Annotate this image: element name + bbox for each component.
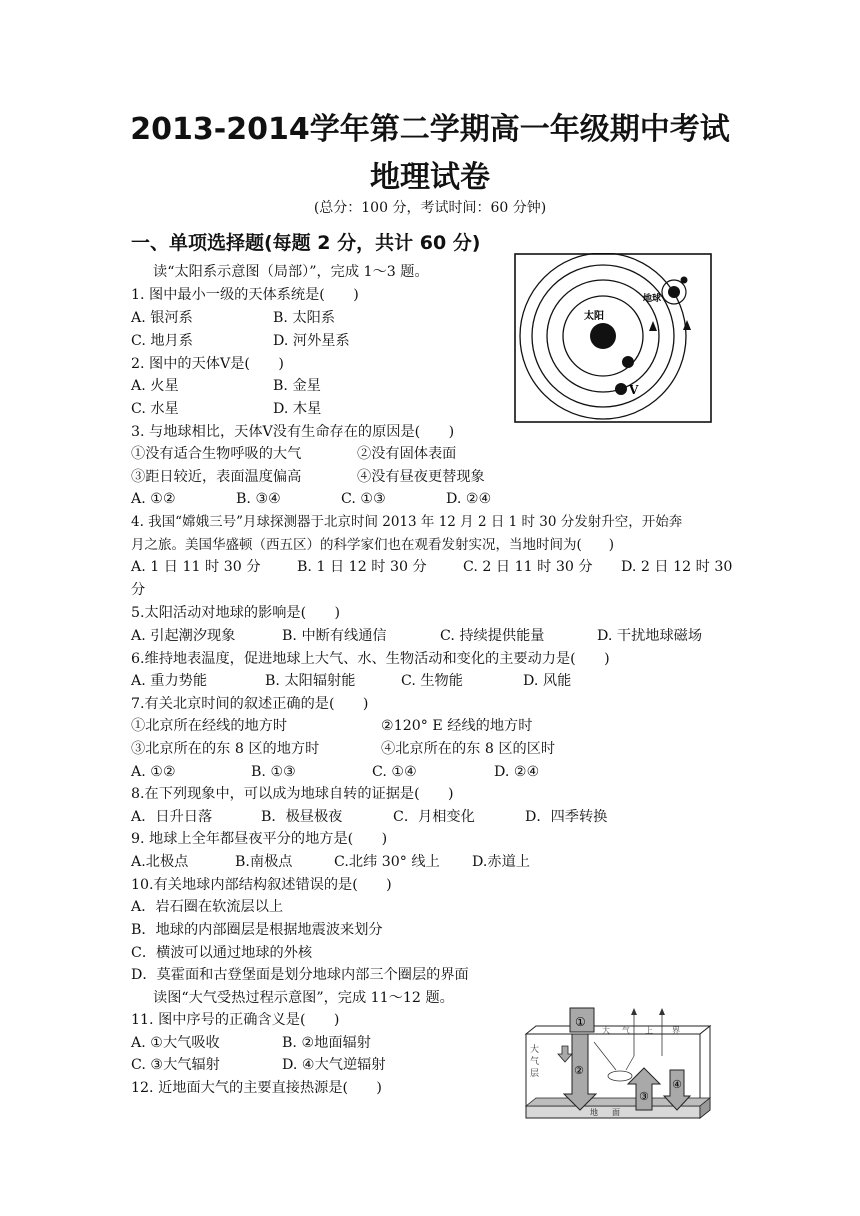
option: A. 1 日 11 时 30 分	[131, 559, 261, 575]
option: B. ②地面辐射	[282, 1035, 371, 1051]
option: A．日升日落	[131, 809, 213, 825]
intro-line: 读图“大气受热过程示意图”，完成 11～12 题。	[153, 990, 454, 1006]
layer-char: 层	[530, 1069, 540, 1079]
option-cont: 分	[131, 582, 146, 598]
label-1: ①	[575, 1015, 586, 1029]
option: ④没有昼夜更替现象	[357, 469, 485, 485]
option: C. ③大气辐射	[131, 1057, 220, 1073]
label-4: ④	[672, 1078, 682, 1091]
exam-title: 2013-2014学年第二学期高一年级期中考试	[130, 112, 730, 147]
option: C. ①④	[372, 764, 417, 780]
option: B. 太阳辐射能	[265, 673, 356, 689]
option: D. 干扰地球磁场	[597, 628, 703, 644]
option: A. 银河系	[131, 310, 193, 326]
atmosphere-heating-figure	[522, 1006, 714, 1128]
intro-line: 读“太阳系示意图（局部）”，完成 1～3 题。	[153, 264, 429, 280]
outgoing-radiation-arrowhead	[659, 1008, 665, 1015]
option: C. 2 日 11 时 30 分	[463, 559, 593, 575]
option: ③距日较近，表面温度偏高	[131, 469, 302, 485]
option: A. 火星	[131, 378, 179, 394]
option: D. 风能	[523, 673, 572, 689]
exam-info: (总分：100 分，考试时间：60 分钟)	[313, 200, 547, 216]
option: D．四季转换	[525, 809, 608, 825]
option: D. ②④	[494, 764, 540, 780]
option: C. 持续提供能量	[440, 628, 545, 644]
option: B. 中断有线通信	[282, 628, 387, 644]
sun	[590, 323, 616, 349]
option: C．月相变化	[393, 809, 475, 825]
subject-title: 地理试卷	[370, 160, 490, 195]
planet-near-sun	[622, 356, 634, 368]
option: A. ①②	[131, 491, 176, 507]
option: B. 1 日 12 时 30 分	[297, 559, 427, 575]
option: C．横波可以通过地球的外核	[131, 945, 313, 961]
label-2: ②	[574, 1064, 584, 1077]
option: ②没有固体表面	[357, 446, 457, 462]
ground-char: 地	[590, 1108, 598, 1117]
sun-label: 太阳	[584, 311, 604, 322]
question-10: 10.有关地球内部结构叙述错误的是( )	[131, 877, 392, 893]
option: A．岩石圈在软流层以上	[131, 899, 284, 915]
question-2: 2. 图中的天体Ⅴ是( )	[131, 356, 284, 372]
space-char: 界	[672, 1026, 680, 1035]
option: D. 木星	[273, 401, 322, 417]
outgoing-radiation-arrowhead	[631, 1008, 637, 1015]
layer-char: 气	[530, 1057, 540, 1067]
question-9: 9. 地球上全年都昼夜平分的地方是( )	[131, 831, 388, 847]
question-11: 11. 图中序号的正确含义是( )	[131, 1012, 340, 1028]
option: ③北京所在的东 8 区的地方时	[131, 741, 320, 757]
space-char: 上	[645, 1026, 653, 1035]
option: D. ②④	[446, 491, 492, 507]
option: A. ①大气吸收	[131, 1035, 220, 1051]
option: B.南极点	[235, 854, 293, 870]
question-12: 12. 近地面大气的主要直接热源是( )	[131, 1080, 382, 1096]
option: C.北纬 30° 线上	[334, 854, 440, 870]
question-4-cont: 月之旅。美国华盛顿（西五区）的科学家们也在观看发射实况，当地时间为( )	[131, 537, 615, 553]
earth	[668, 286, 680, 298]
option: A. 引起潮汐现象	[131, 628, 236, 644]
option: A. 重力势能	[131, 673, 208, 689]
section-heading: 一、单项选择题(每题 2 分，共计 60 分)	[131, 232, 481, 254]
option: ②120° E 经线的地方时	[381, 718, 533, 734]
option: A. ①②	[131, 764, 176, 780]
option: C. 水星	[131, 401, 179, 417]
option: ①北京所在经线的地方时	[131, 718, 288, 734]
option: C. 生物能	[401, 673, 463, 689]
earth-label: 地球	[643, 294, 662, 304]
layer-char: 大	[530, 1045, 540, 1055]
question-6: 6.维持地表温度，促进地球上大气、水、生物活动和变化的主要动力是( )	[131, 651, 610, 667]
moon	[681, 277, 688, 284]
question-5: 5.太阳活动对地球的影响是( )	[131, 605, 341, 621]
question-8: 8.在下列现象中，可以成为地球自转的证据是( )	[131, 786, 454, 802]
option: A.北极点	[131, 854, 189, 870]
question-7: 7.有关北京时间的叙述正确的是( )	[131, 696, 369, 712]
option: D. 2 日 12 时 30	[621, 559, 733, 575]
option: C. 地月系	[131, 333, 193, 349]
label-3: ③	[639, 1090, 649, 1103]
option: B. ③④	[236, 491, 281, 507]
option: ①没有适合生物呼吸的大气	[131, 446, 302, 462]
space-char: 大	[602, 1026, 610, 1035]
option: C. ①③	[341, 491, 386, 507]
planet-v	[615, 383, 627, 395]
option: ④北京所在的东 8 区的区时	[381, 741, 556, 757]
option: D.赤道上	[472, 854, 530, 870]
option: B. 金星	[273, 378, 321, 394]
atmosphere-top-face	[526, 1026, 710, 1034]
option: B. 太阳系	[273, 310, 336, 326]
question-4: 4. 我国“嫦娥三号”月球探测器于北京时间 2013 年 12 月 2 日 1 时 30 分发射升空，开始奔	[131, 514, 683, 530]
question-1: 1. 图中最小一级的天体系统是( )	[131, 287, 359, 303]
space-char: 气	[622, 1026, 630, 1035]
option: B．极昼极夜	[261, 809, 343, 825]
option: D．莫霍面和古登堡面是划分地球内部三个圈层的界面	[131, 967, 469, 983]
option: D. ④大气逆辐射	[282, 1057, 386, 1073]
solar-system-figure	[514, 253, 712, 423]
option: D. 河外星系	[273, 333, 350, 349]
option: B. ①③	[251, 764, 296, 780]
ground-char: 面	[612, 1108, 620, 1117]
planet-v-label: V	[629, 383, 639, 397]
option: B．地球的内部圈层是根据地震波来划分	[131, 922, 383, 938]
question-3: 3. 与地球相比，天体Ⅴ没有生命存在的原因是( )	[131, 424, 455, 440]
